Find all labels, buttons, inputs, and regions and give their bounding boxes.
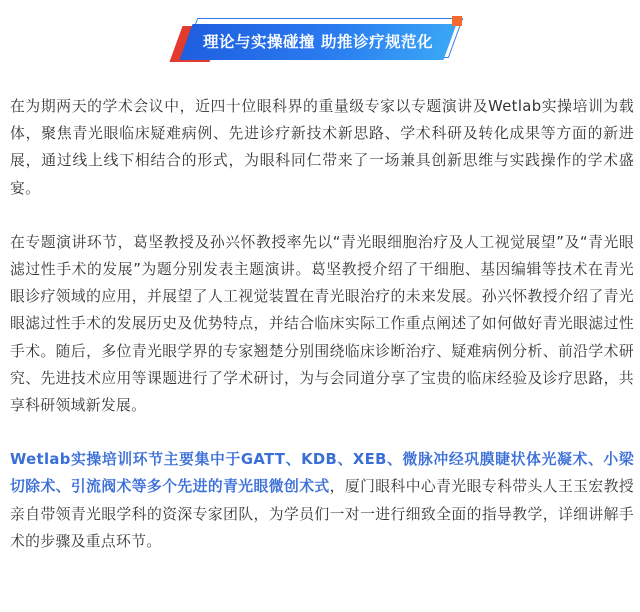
section-banner — [178, 16, 464, 62]
banner-title: 理论与实操碰撞 助推诊疗规范化 — [203, 33, 433, 51]
paragraph-wetlab-training — [10, 446, 634, 555]
wetlab-body-text: ，厦门眼科中心青光眼专科带头人王玉宏教授亲自带领青光眼学科的资深专家团队，为学员们一对一进行细致全面的指导教学，详细讲解手术的步骤及重点环节。 — [10, 478, 634, 550]
banner-orange-square — [452, 16, 462, 26]
wetlab-highlight-text: Wetlab实操培训环节主要集中于GATT、KDB、XEB、微脉冲经巩膜睫状体光凝术、小梁切除术、引流阀术等多个先进的青光眼微创术式 — [10, 451, 634, 496]
paragraph-lecture-session: 在专题演讲环节，葛坚教授及孙兴怀教授率先以“青光眼细胞治疗及人工视觉展望”及“青光眼滤过性手术的发展”为题分别发表主题演讲。葛坚教授介绍了干细胞、基因编辑等技术在青光眼诊疗领域的应用，并展望了人工视觉装置在青光眼治疗的未来发展。孙兴怀教授介绍了青光眼滤过性手术的发展历史及优势特点，并结合临床实际工作重点阐述了如何做好青光眼滤过性手术。随后，多位青光眼学界的专家翘楚分别围绕临床诊断治疗、疑难病例分析、前沿学术研究、先进技术应用等课题进行了学术研讨，为与会同道分享了宝贵的临床经验及诊疗思路，共享科研领域新发展。 — [10, 233, 634, 415]
article-body — [10, 93, 634, 582]
paragraph-conference-overview: 在为期两天的学术会议中，近四十位眼科界的重量级专家以专题演讲及Wetlab实操培训为载体，聚焦青光眼临床疑难病例、先进诊疗新技术新思路、学术科研及转化成果等方面的新进展，通过线上线下相结合的形式，为眼科同仁带来了一场兼具创新思维与实践操作的学术盛宴。 — [10, 98, 634, 197]
